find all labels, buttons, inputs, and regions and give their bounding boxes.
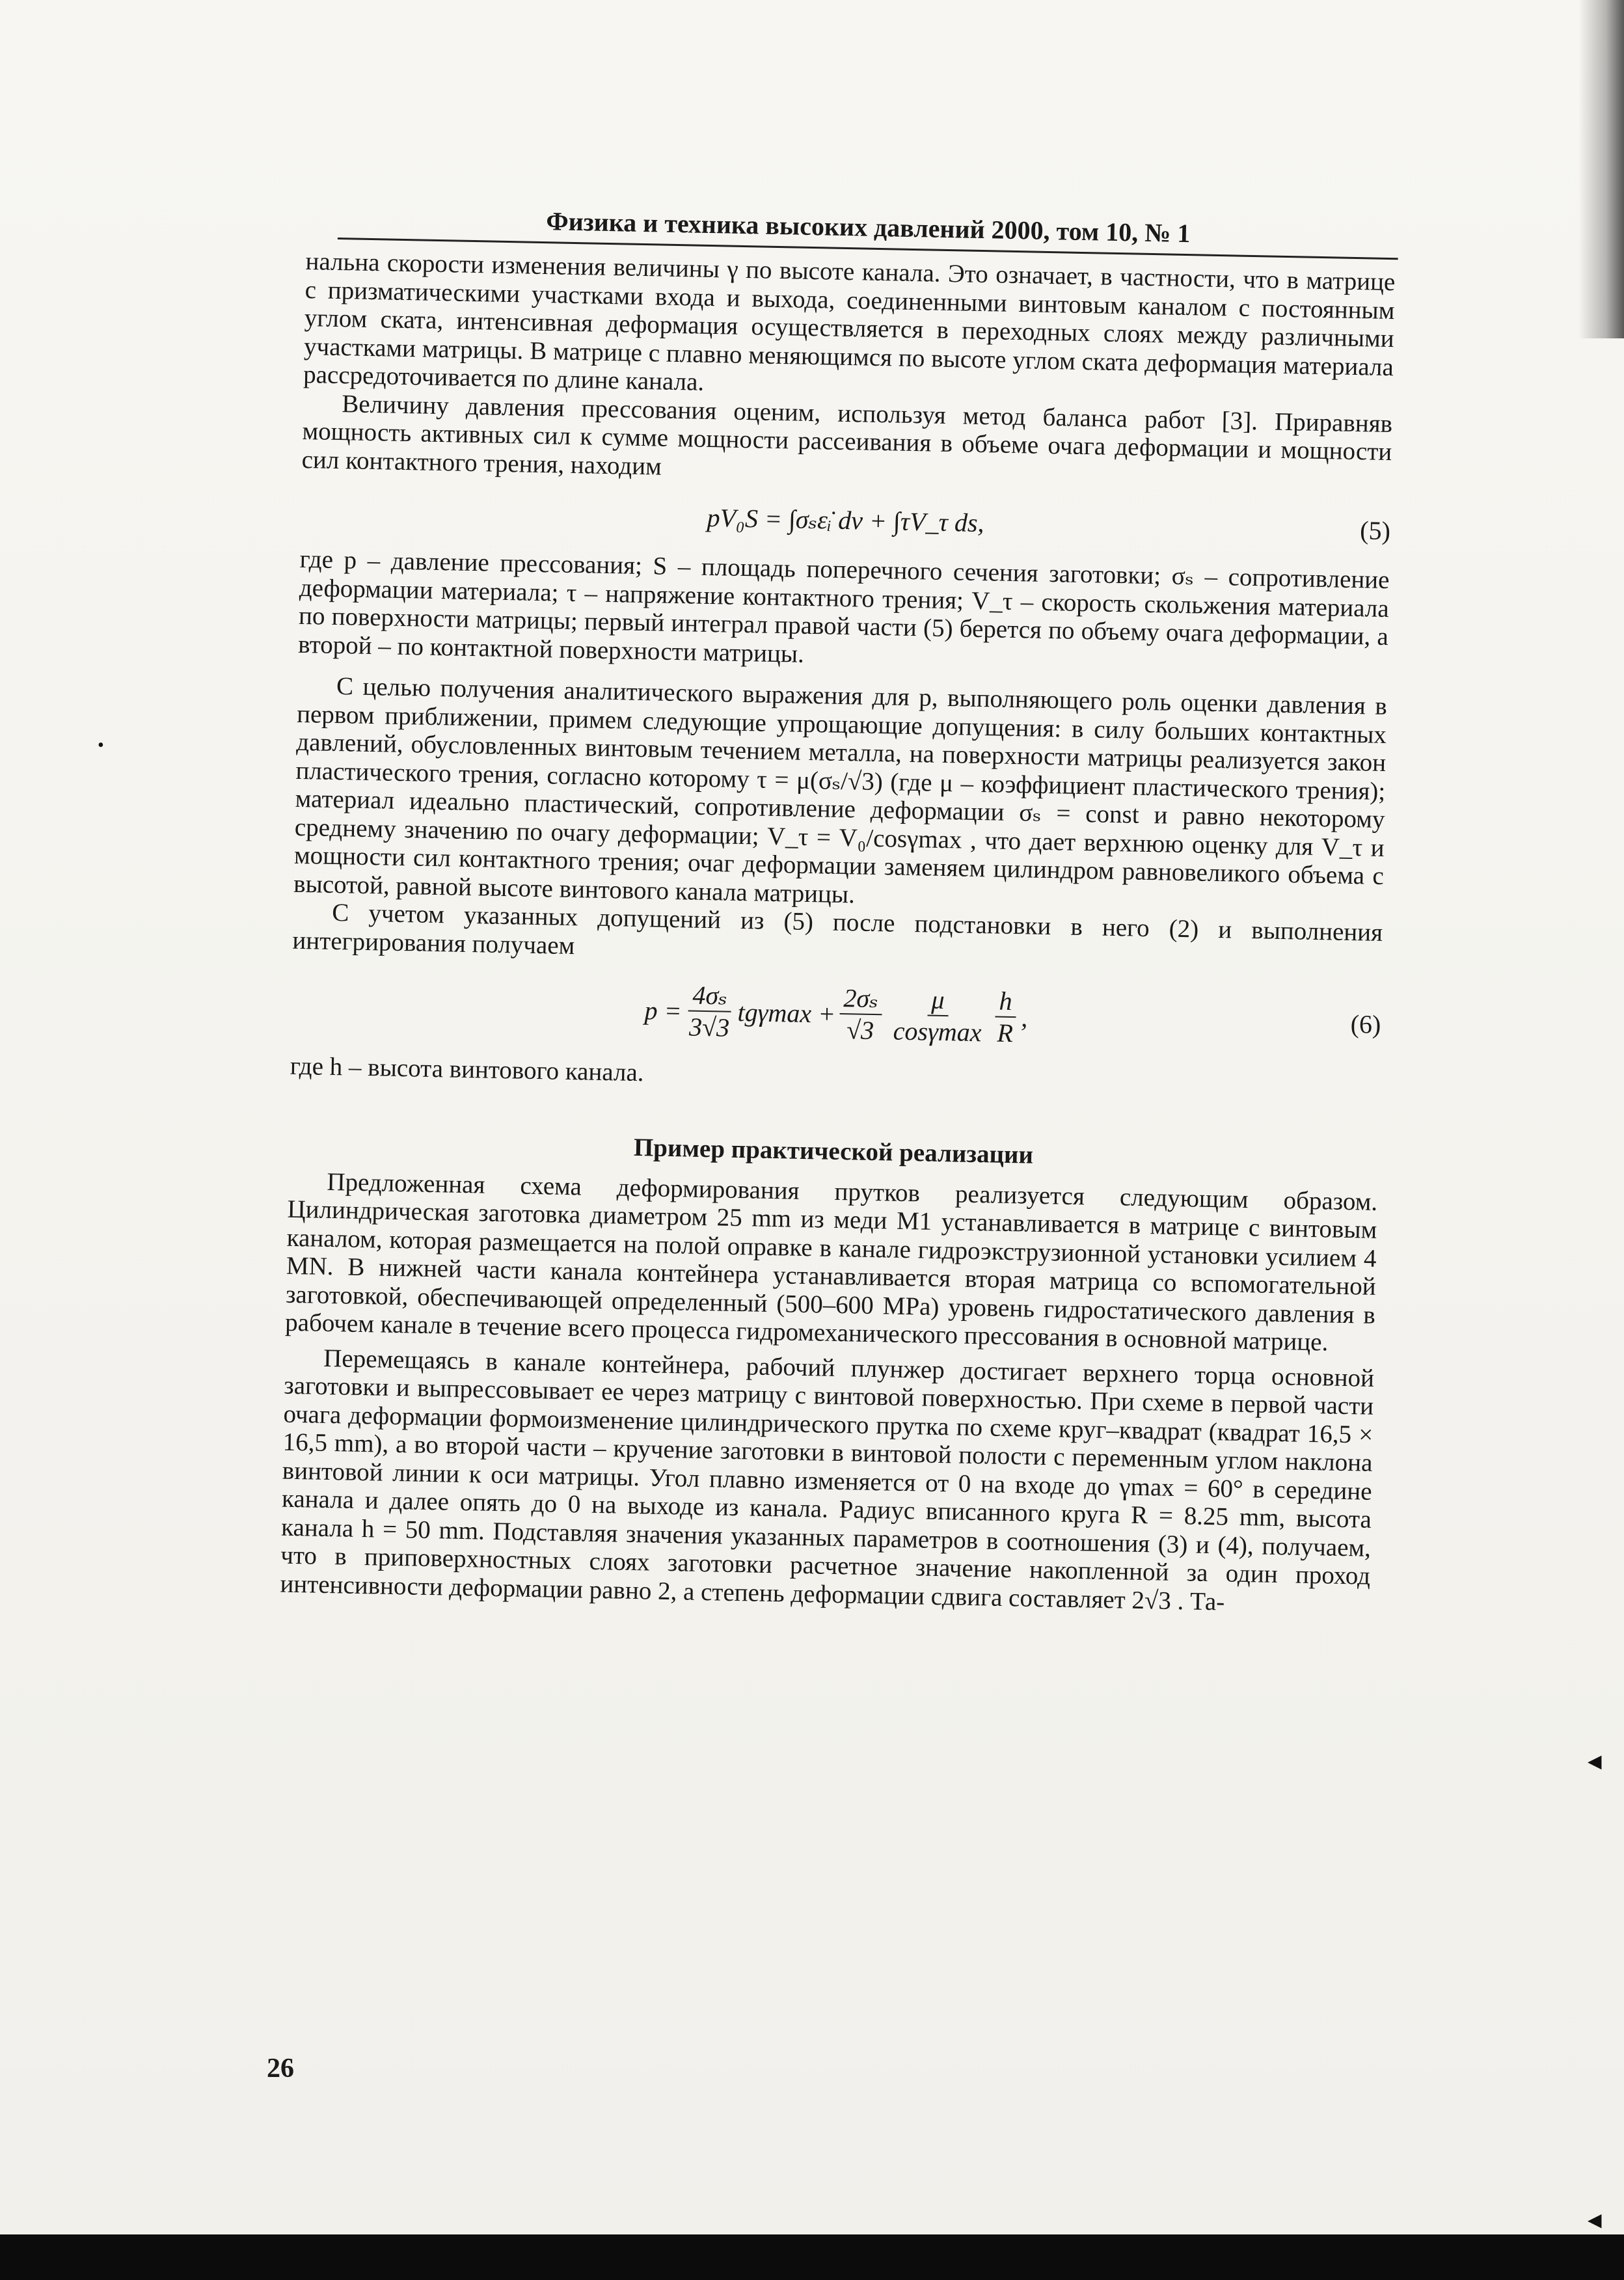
text-column: [280, 247, 1396, 1619]
scan-speck: ◀: [1588, 2210, 1602, 2231]
paragraph: Предложенная схема деформирования прутков реализуется следующим образом. Цилиндрическая заготовка диаметром 25 mm из меди М1 устанавливается в матрице с винтовым каналом, которая размещается на полой оправке в канале гидроэкструзионной установки усилием 4 MN. В нижней части канала контейнера устанавливается вторая матрица со вспомогательной заготовкой, обеспечивающей определенный (500–600 MPa) уровень гидростатического давления в рабочем канале в течение всего процесса гидромеханического прессования в основной матрице.: [284, 1167, 1378, 1357]
equation-5-body: pV₀S = ∫σₛε̇ᵢ dv + ∫τV_τ ds,: [707, 502, 984, 537]
eq6-fraction-3: [889, 983, 986, 1048]
paragraph: где h – высота винтового канала.: [290, 1052, 644, 1087]
paragraph: Перемещаясь в канале контейнера, рабочий плунжер достигает верхнего торца основной заготовки и выпрессовывает ее через матрицу с винтовой поверхностью. При схеме в первой части очага деформации формоизменение цилиндрического прутка по схеме круг–квадрат (квадрат 16,5 × 16,5 mm), а во второй части – кручение заготовки в винтовой полости с переменным углом наклона винтовой линии к оси матрицы. Угол плавно изменяется от 0 на входе до γmax = 60° в середине канала и далее опять до 0 на выходе из канала. Радиус вписанного круга R = 8.25 mm, высота канала h = 50 mm. Подставляя значения указанных параметров в соотношения (3) и (4), получаем, что в приповерхностных слоях заготовки расчетное значение накопленной за один проход интенсивности деформации равно 2, а степень деформации сдвига составляет 2√3 . Та-: [280, 1344, 1375, 1616]
eq6-f3-num: μ: [927, 984, 949, 1017]
equation-6-number: (6): [1350, 1009, 1381, 1039]
page-number: 26: [267, 2054, 294, 2083]
eq6-tg: tgγmax +: [737, 997, 836, 1029]
page-edge-shadow: [1578, 0, 1624, 338]
eq6-f2-den: √3: [846, 1015, 874, 1045]
paragraph: С учетом указанных допущений из (5) после подстановки в него (2) и выполнения интегрирования получаем: [292, 898, 1383, 960]
eq6-fraction-1: [685, 979, 735, 1042]
eq6-fraction-4: [993, 986, 1018, 1049]
eq6-f4-den: R: [997, 1018, 1014, 1048]
running-header: Физика и техника высоких давлений 2000, том 10, № 1: [338, 202, 1399, 260]
scan-speck: ◀: [1588, 1752, 1602, 1772]
scan-bottom-band: [0, 2234, 1624, 2280]
eq6-f3-den: cosγmax: [893, 1016, 982, 1048]
eq6-f4-num: h: [995, 986, 1016, 1018]
paragraph: нальна скорости изменения величины γ по высоте канала. Это означает, в частности, что в матрице с призматическими участками входа и выхода, соединенными винтовым каналом с постоянным углом ската, интенсивная деформация осуществляется в переходных слоях между различными участками матрицы. В матрице с плавно меняющимся по высоте углом ската деформация материала рассредоточивается по длине канала.: [303, 247, 1396, 396]
equation-5-number: (5): [1359, 515, 1391, 545]
eq6-tail: ,: [1020, 1002, 1028, 1033]
eq6-fraction-2: [839, 983, 882, 1046]
section-title: Пример практической реализации: [633, 1133, 1034, 1169]
eq6-f1-den: 3√3: [688, 1012, 730, 1042]
paragraph: где p – давление прессования; S – площадь поперечного сечения заготовки; σₛ – сопротивление деформации материала; τ – напряжение контактного трения; V_τ – скорость скольжения материала по поверхности матрицы; первый интеграл правой части (5) берется по объему очага деформации, а второй – по контактной поверхности матрицы.: [297, 545, 1390, 668]
paragraph: Величину давления прессования оценим, используя метод баланса работ [3]. Приравняв мощность активных сил к сумме мощности рассеивания в объеме очага деформации и мощности сил контактного трения, находим: [301, 389, 1393, 481]
paragraph: С целью получения аналитического выражения для p, выполняющего роль оценки давления в первом приближении, примем следующие упрощающие допущения: в силу больших контактных давлений, обусловленных винтовым течением металла, на поверхности матрицы реализуется закон пластического трения, согласно которому τ = μ(σₛ/√3) (где μ – коэффициент пластического трения); материал идеально пластический, сопротивление деформации σₛ = const и равно некоторому среднему значению по очагу деформации; V_τ = V₀/cosγmax , что дает верхнюю оценку для V_τ и мощности сил контактного трения; очаг деформации заменяем цилиндром равновеликого объема с высотой, равной высоте винтового канала матрицы.: [293, 672, 1388, 908]
equation-6: [290, 955, 1382, 1073]
eq6-f1-num: 4σₛ: [688, 980, 731, 1012]
eq6-f2-num: 2σₛ: [839, 983, 882, 1015]
eq6-p: p =: [644, 995, 683, 1025]
scan-speck: •: [98, 735, 104, 755]
